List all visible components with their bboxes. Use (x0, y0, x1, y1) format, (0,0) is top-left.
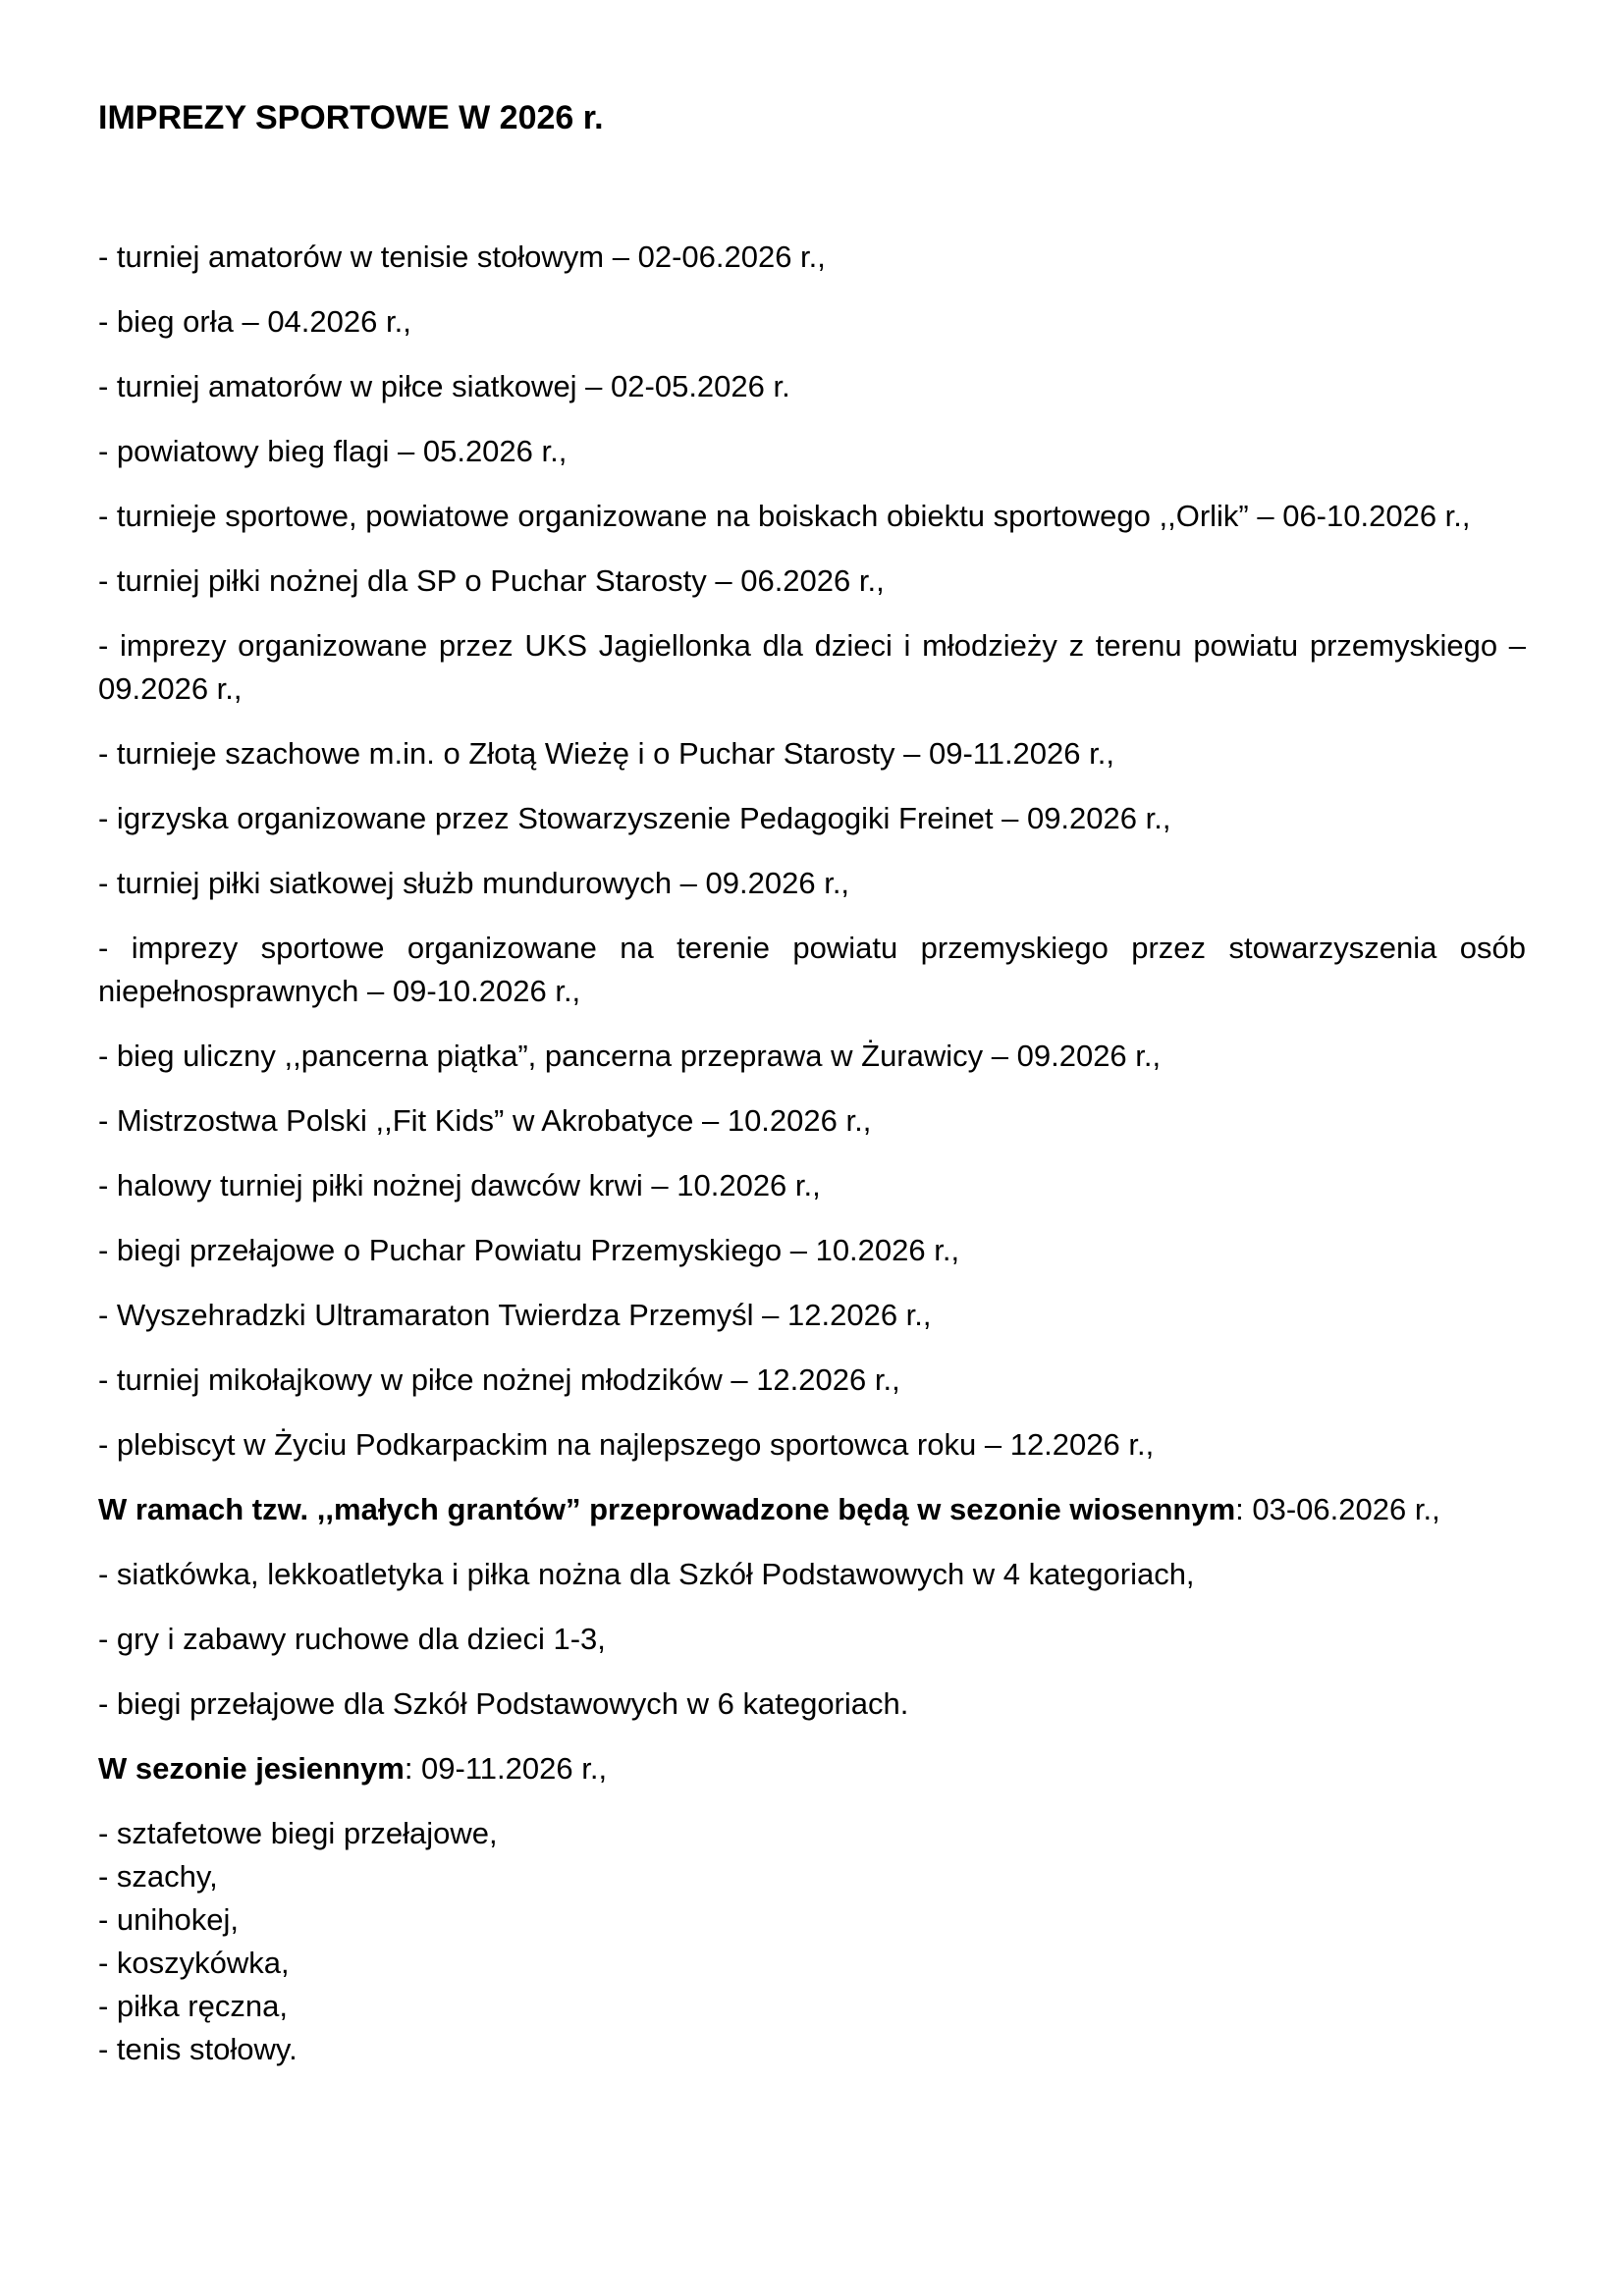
autumn-item: - koszykówka, (98, 1946, 290, 1980)
spring-grants-heading-dates: : 03-06.2026 r., (1235, 1492, 1440, 1526)
autumn-season-heading (98, 1747, 1526, 1790)
autumn-item: - sztafetowe biegi przełajowe, (98, 1816, 498, 1850)
autumn-item: - piłka ręczna, (98, 1989, 288, 2023)
event-item: - imprezy sportowe organizowane na terenie powiatu przemyskiego przez stowarzyszenia osób niepełnosprawnych – 09-10.2026 r., (98, 931, 1526, 1008)
event-item: - turniej piłki siatkowej służb mundurowych – 09.2026 r., (98, 866, 850, 900)
event-item: - turniej piłki nożnej dla SP o Puchar Starosty – 06.2026 r., (98, 563, 885, 598)
autumn-items-list (98, 1812, 1526, 2071)
event-item: - plebiscyt w Życiu Podkarpackim na najlepszego sportowca roku – 12.2026 r., (98, 1427, 1155, 1462)
event-item: - powiatowy bieg flagi – 05.2026 r., (98, 434, 568, 468)
spring-item: - biegi przełajowe dla Szkół Podstawowych w 6 kategoriach. (98, 1686, 909, 1721)
event-item: - turnieje sportowe, powiatowe organizowane na boiskach obiektu sportowego ,,Orlik” – 06-10.2026 r., (98, 499, 1471, 533)
spring-item: - siatkówka, lekkoatletyka i piłka nożna dla Szkół Podstawowych w 4 kategoriach, (98, 1557, 1195, 1591)
event-item: - bieg uliczny ,,pancerna piątka”, pancerna przeprawa w Żurawicy – 09.2026 r., (98, 1039, 1162, 1073)
autumn-item: - unihokej, (98, 1902, 240, 1937)
event-item: - turnieje szachowe m.in. o Złotą Wieżę i o Puchar Starosty – 09-11.2026 r., (98, 736, 1114, 771)
autumn-item: - szachy, (98, 1859, 218, 1894)
autumn-item: - tenis stołowy. (98, 2032, 298, 2066)
event-item: - Wyszehradzki Ultramaraton Twierdza Przemyśl – 12.2026 r., (98, 1298, 932, 1332)
page-title: IMPREZY SPORTOWE W 2026 r. (98, 99, 604, 136)
spring-item: - gry i zabawy ruchowe dla dzieci 1-3, (98, 1622, 606, 1656)
autumn-season-heading-bold: W sezonie jesiennym (98, 1751, 405, 1786)
event-item: - bieg orła – 04.2026 r., (98, 304, 411, 339)
event-item: - turniej amatorów w piłce siatkowej – 02-05.2026 r. (98, 369, 790, 403)
spring-grants-heading-bold: W ramach tzw. ,,małych grantów” przeprowadzone będą w sezonie wiosennym (98, 1492, 1236, 1526)
event-item: - igrzyska organizowane przez Stowarzyszenie Pedagogiki Freinet – 09.2026 r., (98, 801, 1171, 835)
event-item: - halowy turniej piłki nożnej dawców krwi – 10.2026 r., (98, 1168, 821, 1202)
spring-grants-heading (98, 1488, 1526, 1531)
event-item: - imprezy organizowane przez UKS Jagiellonka dla dzieci i młodzieży z terenu powiatu przemyskiego – 09.2026 r., (98, 628, 1526, 706)
autumn-season-heading-dates: : 09-11.2026 r., (404, 1751, 608, 1786)
event-item: - turniej amatorów w tenisie stołowym – 02-06.2026 r., (98, 240, 826, 274)
event-item: - biegi przełajowe o Puchar Powiatu Przemyskiego – 10.2026 r., (98, 1233, 960, 1267)
event-item: - Mistrzostwa Polski ,,Fit Kids” w Akrobatyce – 10.2026 r., (98, 1103, 872, 1138)
event-item: - turniej mikołajkowy w piłce nożnej młodzików – 12.2026 r., (98, 1362, 900, 1397)
